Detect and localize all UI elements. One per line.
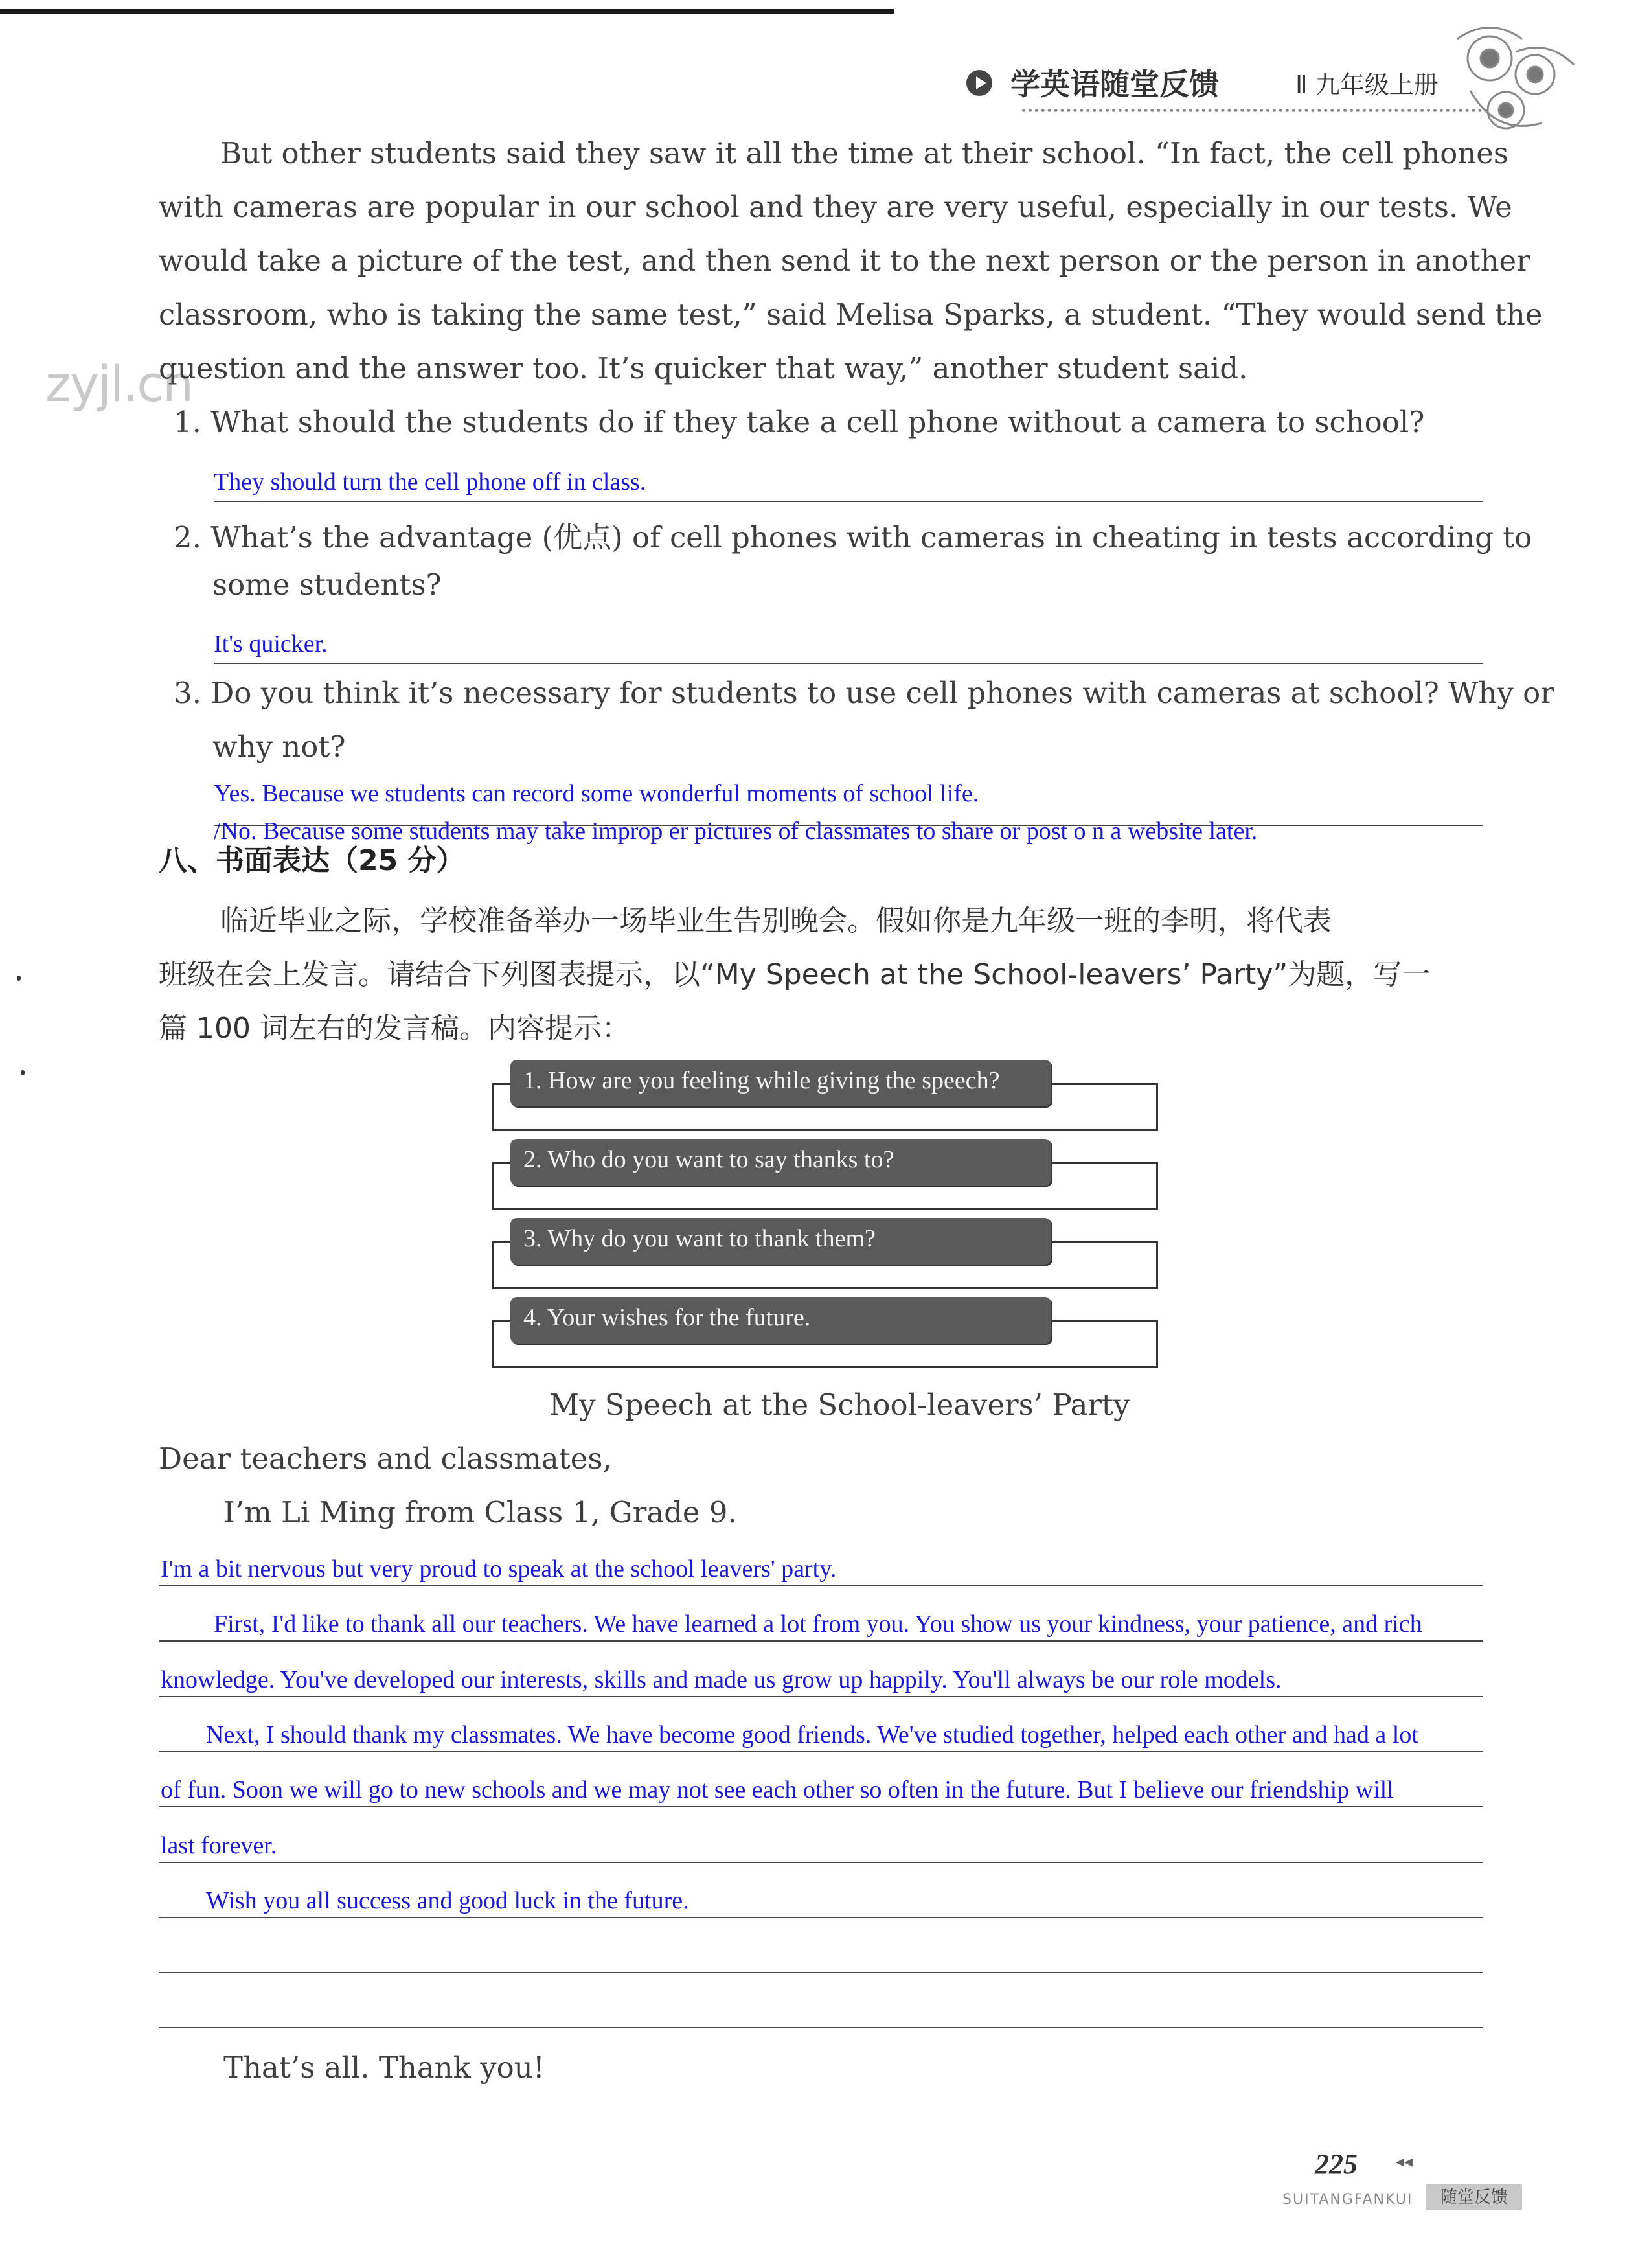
essay-line: First, I'd like to thank all our teachers. We have learned a lot from you. You show us your kindness, your patience, and rich xyxy=(214,1610,1422,1638)
section-prompt: 临近毕业之际，学校准备举办一场毕业生告别晚会。假如你是九年级一班的李明，将代表 xyxy=(220,904,1332,937)
question-3: 3. Do you think it’s necessary for students to use cell phones with cameras at school? Why or xyxy=(174,676,1554,710)
essay-closing: That’s all. Thank you! xyxy=(223,2050,545,2085)
writing-line xyxy=(159,1585,1483,1586)
question-2-cont: some students? xyxy=(212,567,442,602)
essay-line: knowledge. You've developed our interests, skills and made us grow up happily. You'll always be our role models. xyxy=(161,1666,1282,1693)
essay-title: My Speech at the School-leavers’ Party xyxy=(549,1388,1130,1422)
page-header xyxy=(965,60,1496,111)
essay-intro: I’m Li Ming from Class 1, Grade 9. xyxy=(223,1495,737,1529)
question-1: 1. What should the students do if they take a cell phone without a camera to school? xyxy=(174,405,1425,439)
writing-line xyxy=(159,2027,1483,2028)
speck xyxy=(21,1070,25,1075)
essay-greeting: Dear teachers and classmates, xyxy=(159,1441,612,1476)
prompt-pill xyxy=(510,1139,1051,1186)
essay-line: of fun. Soon we will go to new schools and we may not see each other so often in the future. But I believe our friendship will xyxy=(161,1776,1394,1804)
page-arrows-icon: ◂◂ xyxy=(1396,2152,1413,2171)
answer-2: It's quicker. xyxy=(214,630,328,658)
answer-3a: Yes. Because we students can record some wonderful moments of school life. xyxy=(214,780,979,807)
answer-line xyxy=(214,501,1483,502)
footer-brand: SUITANGFANKUI xyxy=(1282,2192,1413,2208)
prompt-pill xyxy=(510,1060,1051,1106)
prompt-label: 4. Your wishes for the future. xyxy=(523,1304,811,1331)
prompt-label: 2. Who do you want to say thanks to? xyxy=(523,1146,894,1173)
prompt-label: 1. How are you feeling while giving the speech? xyxy=(523,1067,1000,1094)
header-subtitle: Ⅱ 九年级上册 xyxy=(1295,71,1439,99)
flower-decoration-icon xyxy=(1444,13,1587,155)
writing-line xyxy=(159,1751,1483,1752)
prompt-label: 3. Why do you want to thank them? xyxy=(523,1225,876,1252)
question-3-cont: why not? xyxy=(212,729,346,764)
passage-line: question and the answer too. It’s quicker that way,” another student said. xyxy=(159,351,1248,385)
section-prompt: 篇 100 词左右的发言稿。内容提示： xyxy=(159,1012,630,1045)
essay-line: I'm a bit nervous but very proud to speak at the school leavers' party. xyxy=(161,1555,837,1583)
header-dotted-rule xyxy=(1022,109,1488,112)
essay-line: last forever. xyxy=(161,1832,277,1859)
question-2: 2. What’s the advantage (优点) of cell phones with cameras in cheating in tests according to xyxy=(174,520,1532,555)
top-rule xyxy=(0,9,894,14)
passage-line: would take a picture of the test, and then send it to the next person or the person in another xyxy=(159,244,1530,278)
writing-line xyxy=(159,1806,1483,1807)
answer-1: They should turn the cell phone off in class. xyxy=(214,468,646,496)
footer-tag: 随堂反馈 xyxy=(1426,2184,1522,2210)
answer-3b: /No. Because some students may take improp er pictures of classmates to share or post o n a website later. xyxy=(214,818,1258,845)
writing-line xyxy=(159,1696,1483,1697)
writing-line xyxy=(159,1862,1483,1863)
writing-line xyxy=(159,1640,1483,1642)
page-number: 225 xyxy=(1315,2148,1358,2180)
header-title: 学英语随堂反馈 xyxy=(1010,67,1219,102)
prompt-pill xyxy=(510,1218,1051,1265)
passage-line: But other students said they saw it all the time at their school. “In fact, the cell phones xyxy=(220,136,1509,170)
passage-line: classroom, who is taking the same test,” said Melisa Sparks, a student. “They would send the xyxy=(159,297,1543,332)
watermark: zyjl.cn xyxy=(45,355,193,413)
answer-line xyxy=(214,663,1483,664)
play-circle-icon xyxy=(965,69,994,97)
writing-line xyxy=(159,1972,1483,1973)
writing-line xyxy=(159,1917,1483,1918)
passage-line: with cameras are popular in our school and they are very useful, especially in our tests. We xyxy=(159,190,1512,224)
essay-line: Wish you all success and good luck in the future. xyxy=(206,1887,689,1914)
prompt-pill xyxy=(510,1297,1051,1344)
speck xyxy=(17,976,21,981)
section-title: 八、书面表达（25 分） xyxy=(159,844,465,877)
essay-line: Next, I should thank my classmates. We have become good friends. We've studied together, helped each other and had a lot xyxy=(206,1721,1418,1748)
section-prompt: 班级在会上发言。请结合下列图表提示，以“My Speech at the School-leavers’ Party”为题，写一 xyxy=(159,958,1431,991)
